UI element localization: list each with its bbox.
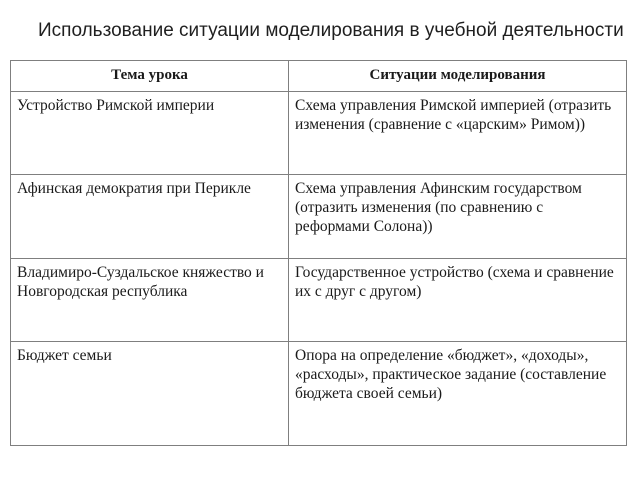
situation-cell: Схема управления Афинским государством (отразить изменения (по сравнению с реформами Солона)): [289, 175, 627, 258]
topic-cell: Афинская демократия при Перикле: [11, 175, 289, 258]
table-header-row: [11, 61, 627, 92]
situation-cell: Схема управления Римской империей (отразить изменения (сравнение с «царским» Римом)): [289, 92, 627, 175]
topic-cell: Устройство Римской империи: [11, 92, 289, 175]
column-header-situation: Ситуации моделирования: [289, 61, 627, 92]
lesson-table: [10, 60, 627, 446]
table-row: [11, 175, 627, 258]
table-row: [11, 341, 627, 445]
table-row: [11, 258, 627, 341]
page-title: Использование ситуации моделирования в учебной деятельности: [38, 20, 624, 41]
situation-cell: Опора на определение «бюджет», «доходы», «расходы», практическое задание (составление бюджета своей семьи): [289, 341, 627, 445]
situation-cell: Государственное устройство (схема и сравнение их с друг с другом): [289, 258, 627, 341]
topic-cell: Бюджет семьи: [11, 341, 289, 445]
topic-cell: Владимиро-Суздальское княжество и Новгородская республика: [11, 258, 289, 341]
column-header-topic: Тема урока: [11, 61, 289, 92]
table-row: [11, 92, 627, 175]
